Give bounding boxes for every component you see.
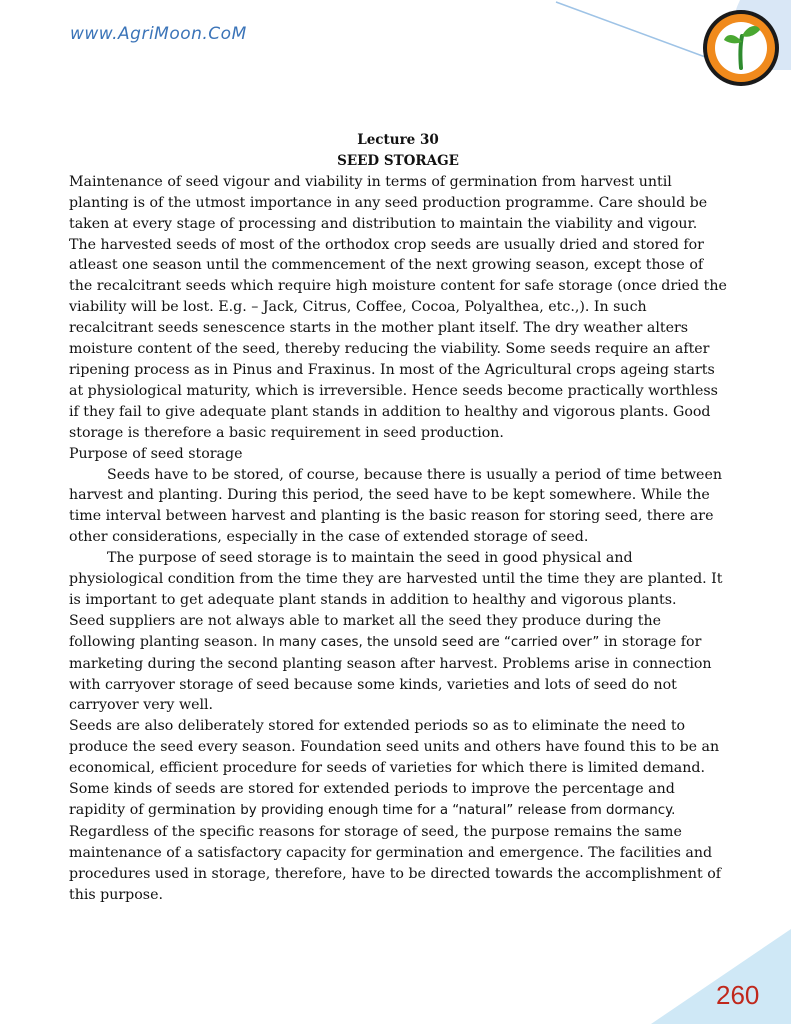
paragraph-extended-storage-part-2: by providing enough time for a “natural” release from dormancy.	[240, 803, 676, 818]
document-body	[69, 130, 727, 906]
page-corner-decoration	[611, 929, 791, 1024]
paragraph-carryover-part-3: in storage for marketing during the second planting season after harvest. Problems arise in connection with carryover storage of seed because some kinds, varieties and lots of seed do not carryover very well.	[69, 633, 712, 714]
paragraph-extended-storage-part-1: Seeds are also deliberately stored for extended periods so as to eliminate the need to produce the seed every season. Foundation seed units and others have found this to be an economical, efficient procedure for seeds of varieties for which there is limited demand. Some kinds of seeds are stored for extended periods to improve the percentage and rapidity of germination	[69, 718, 720, 818]
header-decorative-line	[0, 0, 791, 120]
paragraph-storage-reason: Seeds have to be stored, of course, because there is usually a period of time between harvest and planting. During this period, the seed have to be kept somewhere. While the time interval between harvest and planting is the basic reason for storing seed, there are other considerations, especially in the case of extended storage of seed.	[69, 466, 722, 546]
intro-paragraph: Maintenance of seed vigour and viability in terms of germination from harvest until planting is of the utmost importance in any seed production programme. Care should be taken at every stage of processing and distribution to maintain the viability and vigour. The harvested seeds of most of the orthodox crop seeds are usually dried and stored for atleast one season until the commencement of the next growing season, except those of the recalcitrant seeds which require high moisture content for safe storage (once dried the viability will be lost. E.g. – Jack, Citrus, Coffee, Cocoa, Polyalthea, etc.,). In such recalcitrant seeds senescence starts in the mother plant itself. The dry weather alters moisture content of the seed, thereby reducing the viability. Some seeds require an after ripening process as in Pinus and Fraxinus. In most of the Agricultural crops ageing starts at physiological maturity, which is irreversible. Hence seeds become practically worthless if they fail to give adequate plant stands in addition to healthy and vigorous plants. Good storage is therefore a basic requirement in seed production.	[69, 173, 727, 441]
paragraph-carryover-part-2: In many cases, the unsold seed are “carried over”	[262, 634, 600, 650]
site-url-link[interactable]: www.AgriMoon.CoM	[70, 24, 247, 44]
page-title: SEED STORAGE	[337, 152, 459, 169]
section-heading: Purpose of seed storage	[69, 445, 243, 462]
page-number: 260	[716, 980, 760, 1010]
paragraph-conclusion: Regardless of the specific reasons for storage of seed, the purpose remains the same maintenance of a satisfactory capacity for germination and emergence. The facilities and procedures used in storage, therefore, have to be directed towards the accomplishment of this purpose.	[69, 823, 722, 903]
agrimoon-sprout-logo-icon	[696, 6, 786, 90]
paragraph-carryover	[69, 611, 727, 717]
paragraph-carryover-part-1: Seed suppliers are not always able to market all the seed they produce during the following planting season.	[69, 612, 661, 650]
paragraph-storage-purpose: The purpose of seed storage is to maintain the seed in good physical and physiological condition from the time they are harvested until the time they are planted. It is important to get adequate plant stands in addition to healthy and vigorous plants.	[69, 550, 723, 608]
paragraph-extended-storage	[69, 716, 727, 822]
lecture-number: Lecture 30	[357, 132, 439, 148]
